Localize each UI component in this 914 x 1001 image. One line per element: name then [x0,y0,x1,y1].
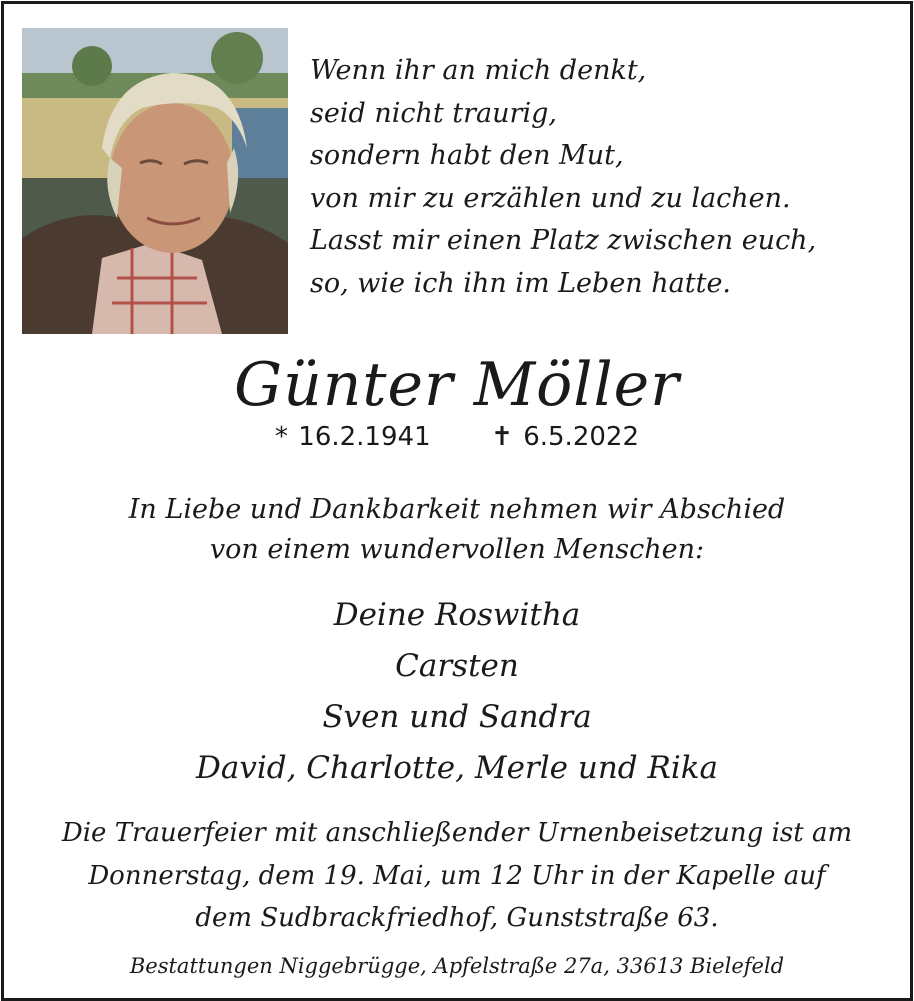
life-dates [0,422,914,452]
farewell-line: von einem wundervollen Menschen: [209,534,705,565]
mourner-line: Carsten [395,648,519,684]
ceremony-line: Die Trauerfeier mit anschließender Urnenbeisetzung ist am [61,818,853,848]
farewell-line: In Liebe und Dankbarkeit nehmen wir Abschied [128,494,786,525]
poem-line: Wenn ihr an mich denkt, [310,55,647,86]
ceremony-line: dem Sudbrackfriedhof, Gunststraße 63. [195,903,719,933]
birth-date: 16.2.1941 [298,422,431,452]
birth-star-icon: * [275,422,289,452]
poem-line: seid nicht traurig, [310,97,557,129]
mourner-line: Sven und Sandra [322,699,592,735]
poem-line: so, wie ich ihn im Leben hatte. [310,267,732,299]
mourner-line: David, Charlotte, Merle und Rika [195,750,719,786]
ceremony-details [0,812,914,940]
deceased-name: Günter Möller [234,350,680,420]
poem-line: sondern habt den Mut, [310,140,624,171]
farewell-text [0,490,914,570]
poem [310,50,890,305]
undertaker-address: Bestattungen Niggebrügge, Apfelstraße 27a, 33613 Bielefeld [129,954,785,978]
cross-icon: ✝ [491,422,513,452]
death-date: 6.5.2022 [523,422,639,452]
poem-line: von mir zu erzählen und zu lachen. [310,182,791,214]
mourners-list [0,590,914,794]
mourner-line: Deine Roswitha [333,597,581,633]
ceremony-line: Donnerstag, dem 19. Mai, um 12 Uhr in der Kapelle auf [88,860,826,891]
poem-line: Lasst mir einen Platz zwischen euch, [310,225,817,256]
portrait-photo [22,28,288,334]
